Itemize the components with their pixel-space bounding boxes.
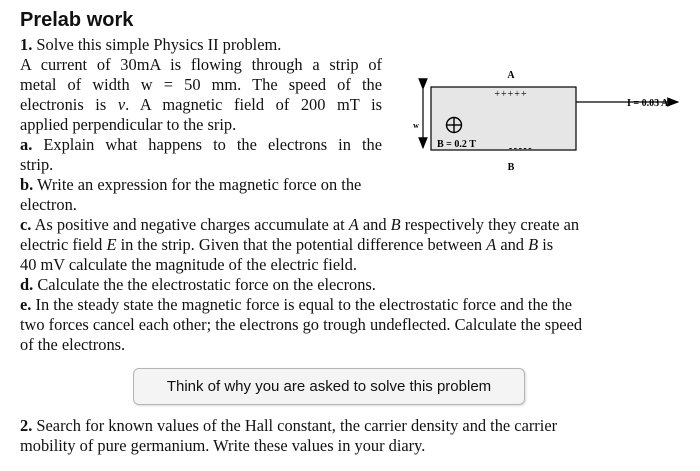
field-label: B = 0.2 T [437, 139, 476, 150]
q1c-line-1: c. As positive and negative charges accumulate at A and B respectively they create an [20, 215, 580, 234]
page-title: Prelab work [20, 9, 134, 31]
q2-line-2: mobility of pure germanium. Write these values in your diary. [20, 436, 426, 455]
q1c-line-2: electric field E in the strip. Given that the potential difference between A and B is [20, 235, 554, 254]
q1-line-applied: applied perpendicular to the srip. [20, 115, 237, 134]
q1c-line-3: 40 mV calculate the magnitude of the electric field. [20, 255, 357, 274]
q1-intro-text: Solve this simple Physics II problem. [36, 35, 282, 54]
negative-charges: ----- [508, 143, 534, 154]
q1b-label: b. [20, 175, 34, 194]
q1-intro-line [20, 35, 281, 54]
q1d-line: d. Calculate the the electrostatic force on the elecrons. [20, 275, 376, 294]
q1a-label: a. [20, 135, 33, 154]
q1-number: 1. [20, 35, 33, 54]
point-a-label: A [507, 70, 515, 81]
q1b-line-1: b. Write an expression for the magnetic force on the [20, 175, 362, 194]
q1-line-speed: electronis is v. A magnetic field of 200 mT is [20, 95, 383, 114]
q1e-line-2: two forces cancel each other; the electrons go trough undeflected. Calculate the speed [20, 315, 583, 334]
q1a-line-2: strip. [20, 155, 54, 174]
hint-callout: Think of why you are asked to solve this problem [133, 368, 525, 405]
speed-symbol: v [117, 95, 126, 114]
point-b-label: B [507, 162, 515, 173]
field-into-page-icon [447, 118, 462, 133]
q1e-label: e. [20, 295, 32, 314]
q1a-line-1: a. Explain what happens to the electrons in the [20, 135, 382, 154]
current-label: I = 0.03 A [627, 98, 669, 109]
q1e-line-3: of the electrons. [20, 335, 126, 354]
q2-number: 2. [20, 416, 33, 435]
q1e-line-1: e. In the steady state the magnetic force is equal to the electrostatic force and the the [20, 295, 573, 314]
q1-line-width: metal of width w = 50 mm. The speed of the [20, 75, 382, 94]
q2-line-1: 2. Search for known values of the Hall constant, the carrier density and the carrier [20, 416, 558, 435]
q1b-line-2: electron. [20, 195, 77, 214]
hall-strip-diagram [395, 62, 700, 182]
q1-line-current: A current of 30mA is flowing through a strip of [20, 55, 382, 74]
positive-charges: +++++ [494, 89, 528, 100]
width-label: w [413, 121, 419, 130]
q1c-label: c. [20, 215, 32, 234]
q1d-label: d. [20, 275, 34, 294]
